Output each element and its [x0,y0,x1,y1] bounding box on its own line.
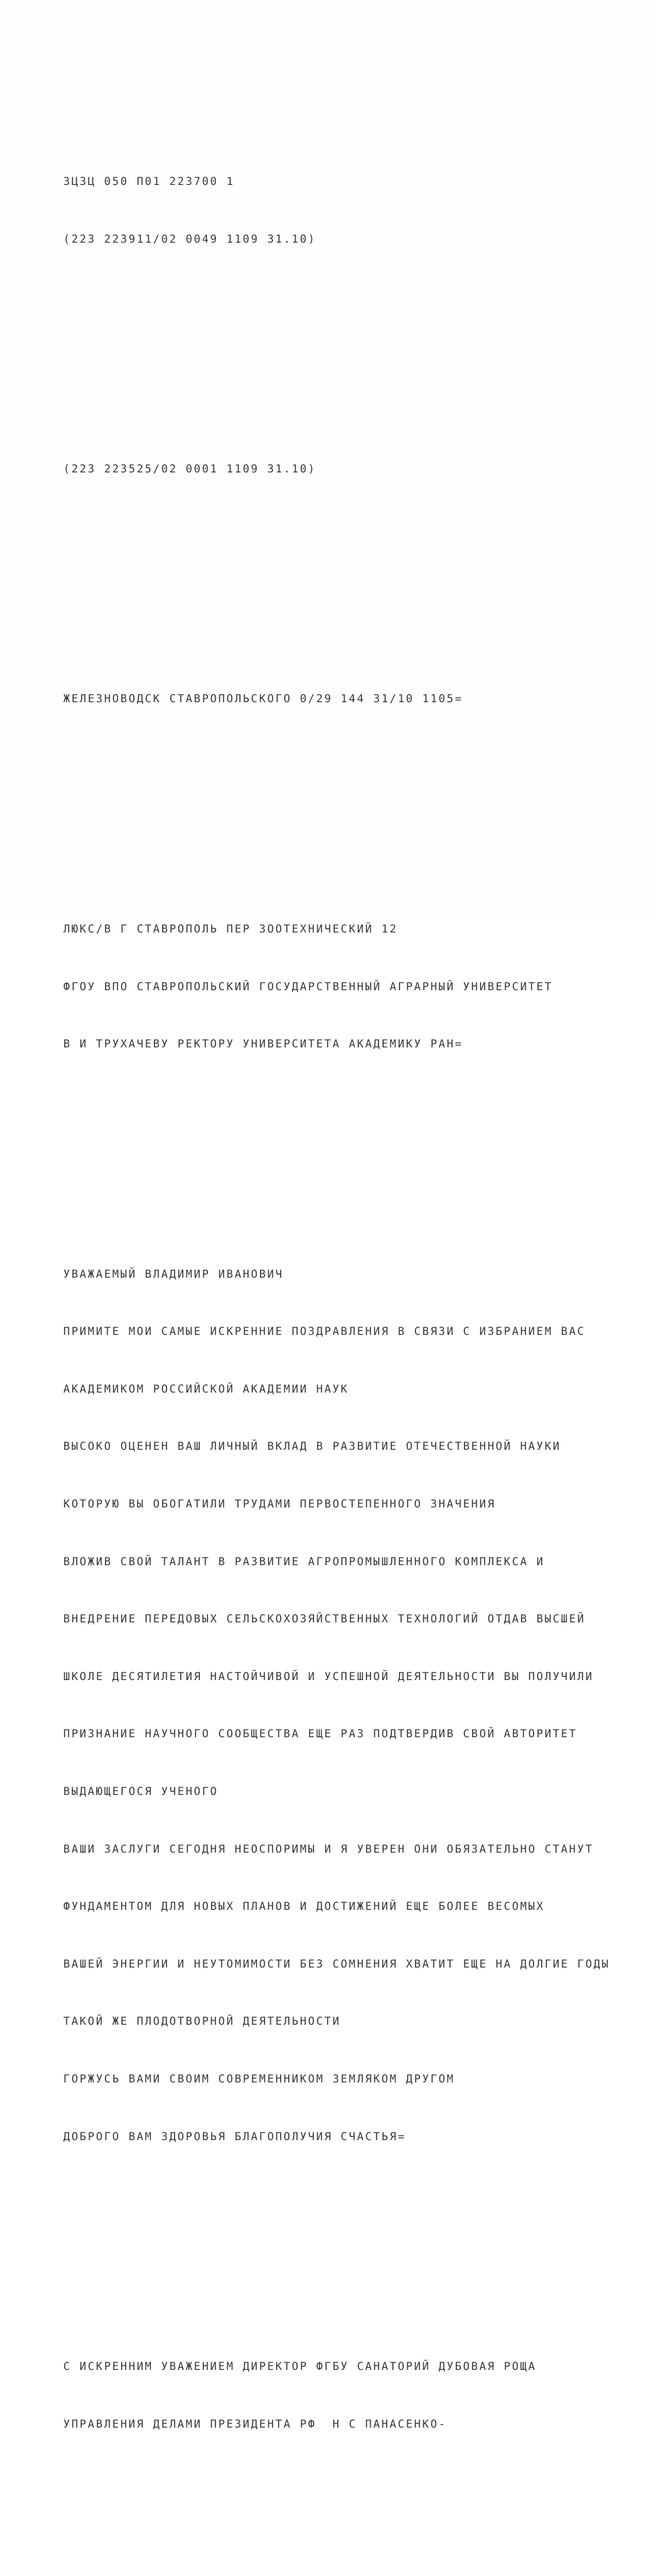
address-block [63,881,609,1092]
body-line: ФУНДАМЕНТОМ ДЛЯ НОВЫХ ПЛАНОВ И ДОСТИЖЕНИЙ ЕЩЕ БОЛЕЕ ВЕСОМЫХ [63,1900,545,1913]
address-line: ЛЮКС/В Г СТАВРОПОЛЬ ПЕР ЗООТЕХНИЧЕСКИЙ 12 [63,922,398,935]
message-body [63,1226,609,2184]
address-line: ФГОУ ВПО СТАВРОПОЛЬСКИЙ ГОСУДАРСТВЕННЫЙ АГРАРНЫЙ УНИВЕРСИТЕТ [63,980,553,993]
address-line: В И ТРУХАЧЕВУ РЕКТОРУ УНИВЕРСИТЕТА АКАДЕМИКУ РАН= [63,1038,463,1050]
body-line: ШКОЛЕ ДЕСЯТИЛЕТИЯ НАСТОЙЧИВОЙ И УСПЕШНОЙ ДЕЯТЕЛЬНОСТИ ВЫ ПОЛУЧИЛИ [63,1670,594,1683]
spacer [63,574,609,594]
body-line: ВЫДАЮЩЕГОСЯ УЧЕНОГО [63,1785,219,1798]
signature-block [63,2319,609,2472]
header-line: ЗЦЗЦ 050 П01 223700 1 [63,175,235,188]
body-line: КОТОРУЮ ВЫ ОБОГАТИЛИ ТРУДАМИ ПЕРВОСТЕПЕННОГО ЗНАЧЕНИЯ [63,1497,496,1510]
telegram-text [63,76,609,2576]
spacer [63,805,609,824]
signature-line: УПРАВЛЕНИЯ ДЕЛАМИ ПРЕЗИДЕНТА РФ Н С ПАНАСЕНКО- [63,2417,447,2430]
body-line: ГОРЖУСЬ ВАМИ СВОИМ СОВРЕМЕННИКОМ ЗЕМЛЯКОМ ДРУГОМ [63,2073,455,2086]
spacer [63,345,609,364]
spacer [63,1149,609,1168]
body-line: УВАЖАЕМЫЙ ВЛАДИМИР ИВАНОВИЧ [63,1267,284,1280]
body-line: ВАШЕЙ ЭНЕРГИИ И НЕУТОМИМОСТИ БЕЗ СОМНЕНИЯ ХВАТИТ ЕЩЕ НА ДОЛГИЕ ГОДЫ [63,1957,610,1970]
body-line: ВЫСОКО ОЦЕНЕН ВАШ ЛИЧНЫЙ ВКЛАД В РАЗВИТИЕ ОТЕЧЕСТВЕННОЙ НАУКИ [63,1440,561,1453]
header-line: (223 223911/02 0049 1109 31.10) [63,232,317,245]
origin-block [63,651,609,747]
signature-line: С ИСКРЕННИМ УВАЖЕНИЕМ ДИРЕКТОР ФГБУ САНАТОРИЙ ДУБОВАЯ РОЩА [63,2360,537,2373]
origin-line: ЖЕЛЕЗНОВОДСК СТАВРОПОЛЬСКОГО 0/29 144 31/10 1105= [63,692,463,705]
body-line: АКАДЕМИКОМ РОССИЙСКОЙ АКАДЕМИИ НАУК [63,1382,349,1395]
body-line: ПРИМИТЕ МОИ САМЫЕ ИСКРЕННИЕ ПОЗДРАВЛЕНИЯ В СВЯЗИ С ИЗБРАНИЕМ ВАС [63,1325,585,1338]
header-block [63,134,609,287]
body-line: ПРИЗНАНИЕ НАУЧНОГО СООБЩЕСТВА ЕЩЕ РАЗ ПОДТВЕРДИВ СВОЙ АВТОРИТЕТ [63,1727,578,1740]
body-line: ВЛОЖИВ СВОЙ ТАЛАНТ В РАЗВИТИЕ АГРОПРОМЫШЛЕННОГО КОМПЛЕКСА И [63,1555,545,1568]
spacer [63,2530,609,2568]
reference-line: (223 223525/02 0001 1109 31.10) [63,463,317,476]
body-line: ВАШИ ЗАСЛУГИ СЕГОДНЯ НЕОСПОРИМЫ И Я УВЕРЕН ОНИ ОБЯЗАТЕЛЬНО СТАНУТ [63,1842,594,1855]
second-reference-block [63,421,609,517]
body-line: ВНЕДРЕНИЕ ПЕРЕДОВЫХ СЕЛЬСКОХОЗЯЙСТВЕННЫХ ТЕХНОЛОГИЙ ОТДАВ ВЫСШЕЙ [63,1613,585,1625]
spacer [63,2242,609,2261]
body-line: ТАКОЙ ЖЕ ПЛОДОТВОРНОЙ ДЕЯТЕЛЬНОСТИ [63,2015,341,2028]
body-line: ДОБРОГО ВАМ ЗДОРОВЬЯ БЛАГОПОЛУЧИЯ СЧАСТЬЯ= [63,2130,406,2143]
